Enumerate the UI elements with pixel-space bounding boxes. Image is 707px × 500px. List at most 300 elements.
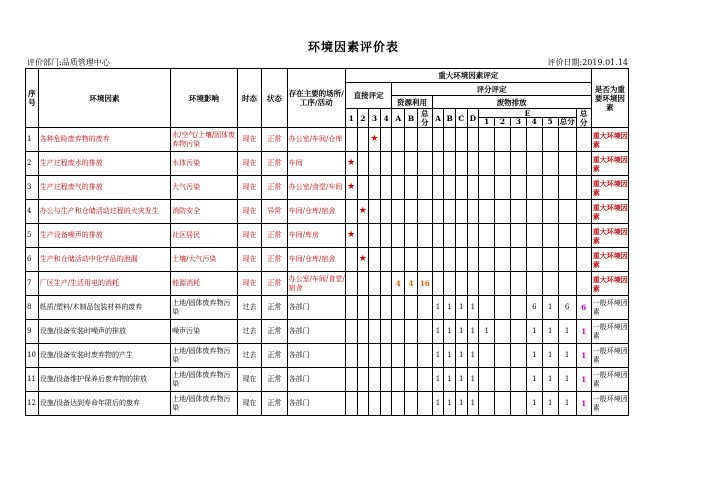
waste-a-cell: 1	[432, 296, 444, 320]
resource-total-cell	[417, 368, 432, 392]
resource-b-cell	[405, 320, 418, 344]
header-e5: 5	[543, 118, 559, 126]
table-row	[26, 296, 629, 320]
waste-b-cell	[444, 248, 456, 272]
location-cell: 车间	[287, 152, 345, 176]
waste-a-cell	[432, 200, 444, 224]
tense-cell: 现在	[237, 272, 261, 296]
header-is-major: 是否为重要环境因素	[591, 69, 628, 128]
e-2-cell	[495, 296, 511, 320]
location-cell: 办公室/车间/仓库	[287, 128, 345, 152]
header-e1: 1	[479, 118, 495, 126]
e-2-cell	[495, 152, 511, 176]
location-cell: 车间/库房	[287, 224, 345, 248]
direct-3-cell	[369, 272, 381, 296]
waste-a-cell: 1	[432, 368, 444, 392]
waste-c-cell	[455, 200, 467, 224]
header-e4: 4	[527, 118, 543, 126]
resource-total-cell	[417, 320, 432, 344]
waste-c-cell	[455, 176, 467, 200]
waste-d-cell: 1	[467, 368, 479, 392]
impact-cell: 能源消耗	[171, 272, 238, 296]
is-major-cell: 重大环境因素	[591, 248, 628, 272]
direct-1-cell	[345, 320, 357, 344]
is-major-cell: 重大环境因素	[591, 152, 628, 176]
seq-cell: 5	[26, 224, 39, 248]
e-3-cell	[510, 368, 526, 392]
factor-cell: 生产过程废气的排放	[38, 176, 170, 200]
e-total-cell	[558, 176, 576, 200]
factor-cell: 生产过程废水的排放	[38, 152, 170, 176]
factor-cell: 设施/设备安装时废弃物的产生	[38, 344, 170, 368]
e-5-cell	[542, 272, 558, 296]
e-4-cell	[526, 176, 542, 200]
waste-d-cell: 1	[467, 296, 479, 320]
e-4-cell: 1	[526, 392, 542, 416]
seq-cell: 11	[26, 368, 39, 392]
direct-3-cell	[369, 368, 381, 392]
header-rtotal: 总分	[417, 109, 432, 128]
is-major-cell: 重大环境因素	[591, 128, 628, 152]
table-row	[26, 344, 629, 368]
factor-cell: 各种危险废弃物的废弃	[38, 128, 170, 152]
waste-c-cell: 1	[455, 392, 467, 416]
e-1-cell	[479, 224, 495, 248]
direct-2-cell	[357, 344, 369, 368]
direct-1-cell: ★	[345, 152, 357, 176]
e-1-cell	[479, 272, 495, 296]
e-4-cell	[526, 224, 542, 248]
seq-cell: 12	[26, 392, 39, 416]
waste-a-cell: 1	[432, 320, 444, 344]
header-ra: A	[392, 109, 405, 128]
evaluation-date: 评价日期:2019.01.14	[547, 58, 628, 67]
seq-cell: 8	[26, 296, 39, 320]
waste-a-cell	[432, 248, 444, 272]
e-5-cell: 1	[542, 392, 558, 416]
state-cell: 正常	[262, 368, 287, 392]
state-cell: 正常	[262, 320, 287, 344]
waste-d-cell	[467, 248, 479, 272]
factor-cell: 设施/设备安装时噪声的排放	[38, 320, 170, 344]
header-e2: 2	[495, 118, 511, 126]
e-4-cell: 1	[526, 344, 542, 368]
resource-total-cell	[417, 200, 432, 224]
e-5-cell	[542, 248, 558, 272]
header-resource: 资源利用	[392, 96, 432, 109]
impact-cell: 土地/固体废弃物污染	[171, 392, 238, 416]
waste-d-cell	[467, 200, 479, 224]
is-major-cell: 一般环境因素	[591, 344, 628, 368]
e-2-cell	[495, 392, 511, 416]
resource-a-cell	[392, 344, 405, 368]
total-cell	[576, 224, 591, 248]
waste-b-cell: 1	[444, 320, 456, 344]
e-4-cell: 6	[526, 296, 542, 320]
e-5-cell	[542, 200, 558, 224]
e-1-cell	[479, 176, 495, 200]
resource-b-cell	[405, 344, 418, 368]
e-4-cell	[526, 200, 542, 224]
direct-3-cell: ★	[369, 128, 381, 152]
state-cell: 正常	[262, 128, 287, 152]
header-e: E	[479, 110, 575, 118]
header-major-eval: 重大环境因素评定	[345, 69, 591, 83]
e-2-cell	[495, 272, 511, 296]
waste-a-cell	[432, 176, 444, 200]
resource-total-cell: 16	[417, 272, 432, 296]
e-1-cell: 1	[479, 320, 495, 344]
waste-c-cell	[455, 272, 467, 296]
direct-4-cell	[380, 200, 392, 224]
waste-a-cell	[432, 152, 444, 176]
direct-2-cell	[357, 320, 369, 344]
location-cell: 车间/仓库/宿舍	[287, 200, 345, 224]
resource-a-cell	[392, 176, 405, 200]
e-total-cell: 1	[558, 344, 576, 368]
seq-cell: 1	[26, 128, 39, 152]
is-major-cell: 重大环境因素	[591, 176, 628, 200]
e-2-cell	[495, 320, 511, 344]
header-direct: 直接评定	[345, 83, 392, 109]
page-title: 环境因素评价表	[307, 40, 399, 54]
waste-a-cell	[432, 224, 444, 248]
direct-1-cell	[345, 368, 357, 392]
direct-4-cell	[380, 344, 392, 368]
header-d2: 2	[357, 109, 369, 128]
e-3-cell	[510, 224, 526, 248]
direct-3-cell	[369, 176, 381, 200]
total-cell	[576, 128, 591, 152]
e-4-cell: 1	[526, 368, 542, 392]
e-2-cell	[495, 200, 511, 224]
waste-c-cell	[455, 152, 467, 176]
waste-c-cell	[455, 248, 467, 272]
tense-cell: 现在	[237, 368, 261, 392]
header-tense: 时态	[237, 69, 261, 128]
e-5-cell: 1	[542, 296, 558, 320]
total-cell	[576, 152, 591, 176]
waste-b-cell: 1	[444, 344, 456, 368]
waste-b-cell: 1	[444, 368, 456, 392]
direct-2-cell: ★	[357, 200, 369, 224]
factor-cell: 生产和仓储活动中化学品的泄漏	[38, 248, 170, 272]
state-cell: 正常	[262, 296, 287, 320]
resource-total-cell	[417, 128, 432, 152]
e-2-cell	[495, 344, 511, 368]
waste-d-cell	[467, 224, 479, 248]
total-cell	[576, 272, 591, 296]
e-1-cell	[479, 392, 495, 416]
direct-3-cell	[369, 296, 381, 320]
impact-cell: 水/空气/土壤/固体废弃物污染	[171, 128, 238, 152]
tense-cell: 现在	[237, 176, 261, 200]
e-3-cell	[510, 272, 526, 296]
location-cell: 各部门	[287, 296, 345, 320]
e-3-cell	[510, 392, 526, 416]
location-cell: 办公室/食堂/车间	[287, 176, 345, 200]
resource-a-cell	[392, 320, 405, 344]
header-waste: 废物排放	[432, 96, 591, 109]
e-2-cell	[495, 248, 511, 272]
total-cell: 1	[576, 320, 591, 344]
waste-b-cell	[444, 176, 456, 200]
tense-cell: 过去	[237, 320, 261, 344]
e-4-cell	[526, 128, 542, 152]
waste-c-cell: 1	[455, 368, 467, 392]
table-row	[26, 176, 629, 200]
direct-4-cell	[380, 176, 392, 200]
e-3-cell	[510, 200, 526, 224]
e-2-cell	[495, 128, 511, 152]
state-cell: 异常	[262, 200, 287, 224]
waste-b-cell: 1	[444, 296, 456, 320]
header-e-group	[479, 109, 576, 128]
resource-b-cell	[405, 368, 418, 392]
e-2-cell	[495, 176, 511, 200]
location-cell: 各部门	[287, 368, 345, 392]
e-3-cell	[510, 320, 526, 344]
seq-cell: 7	[26, 272, 39, 296]
direct-2-cell	[357, 296, 369, 320]
direct-1-cell	[345, 128, 357, 152]
is-major-cell: 一般环境因素	[591, 368, 628, 392]
e-total-cell: 1	[558, 320, 576, 344]
header-rb: B	[405, 109, 418, 128]
e-1-cell	[479, 344, 495, 368]
resource-a-cell	[392, 152, 405, 176]
waste-b-cell	[444, 272, 456, 296]
e-1-cell	[479, 200, 495, 224]
table-row	[26, 248, 629, 272]
e-1-cell	[479, 152, 495, 176]
header-wa: A	[432, 109, 444, 128]
total-cell: 1	[576, 344, 591, 368]
state-cell: 正常	[262, 344, 287, 368]
direct-1-cell	[345, 248, 357, 272]
state-cell: 正常	[262, 176, 287, 200]
location-cell: 各部门	[287, 344, 345, 368]
tense-cell: 过去	[237, 344, 261, 368]
e-2-cell	[495, 224, 511, 248]
e-4-cell	[526, 152, 542, 176]
impact-cell: 土地/固体废弃物污染	[171, 296, 238, 320]
direct-2-cell: ★	[357, 248, 369, 272]
resource-b-cell	[405, 248, 418, 272]
state-cell: 正常	[262, 152, 287, 176]
resource-a-cell	[392, 200, 405, 224]
waste-d-cell	[467, 152, 479, 176]
waste-d-cell	[467, 272, 479, 296]
table-row	[26, 152, 629, 176]
e-total-cell: 1	[558, 368, 576, 392]
resource-b-cell	[405, 200, 418, 224]
resource-b-cell	[405, 128, 418, 152]
direct-1-cell	[345, 392, 357, 416]
resource-b-cell	[405, 176, 418, 200]
direct-4-cell	[380, 272, 392, 296]
e-1-cell	[479, 128, 495, 152]
tense-cell: 现在	[237, 128, 261, 152]
resource-total-cell	[417, 248, 432, 272]
resource-total-cell	[417, 392, 432, 416]
resource-a-cell	[392, 128, 405, 152]
table-row	[26, 128, 629, 152]
e-2-cell	[495, 368, 511, 392]
location-cell: 办公室/车间/食堂/宿舍	[287, 272, 345, 296]
tense-cell: 过去	[237, 296, 261, 320]
direct-2-cell	[357, 272, 369, 296]
header-wb: B	[444, 109, 456, 128]
direct-4-cell	[380, 368, 392, 392]
impact-cell: 土地/固体废弃物污染	[171, 344, 238, 368]
impact-cell: 消防安全	[171, 200, 238, 224]
impact-cell: 噪声污染	[171, 320, 238, 344]
direct-3-cell	[369, 152, 381, 176]
resource-total-cell	[417, 176, 432, 200]
waste-a-cell	[432, 272, 444, 296]
header-d4: 4	[380, 109, 392, 128]
e-total-cell	[558, 224, 576, 248]
e-5-cell	[542, 152, 558, 176]
direct-4-cell	[380, 224, 392, 248]
location-cell: 车间/仓库/宿舍	[287, 248, 345, 272]
factor-cell: 生产设备噪声的排放	[38, 224, 170, 248]
waste-d-cell	[467, 128, 479, 152]
e-5-cell	[542, 176, 558, 200]
e-1-cell	[479, 248, 495, 272]
e-3-cell	[510, 128, 526, 152]
direct-4-cell	[380, 296, 392, 320]
factor-cell: 办公与生产和仓储活动过程的火灾发生	[38, 200, 170, 224]
header-d1: 1	[345, 109, 357, 128]
header-total: 总分	[576, 109, 591, 128]
e-5-cell	[542, 128, 558, 152]
e-5-cell: 1	[542, 320, 558, 344]
e-1-cell	[479, 368, 495, 392]
e-5-cell: 1	[542, 344, 558, 368]
waste-c-cell: 1	[455, 344, 467, 368]
direct-4-cell	[380, 248, 392, 272]
total-cell: 1	[576, 368, 591, 392]
e-1-cell	[479, 296, 495, 320]
e-3-cell	[510, 248, 526, 272]
resource-total-cell	[417, 152, 432, 176]
direct-3-cell	[369, 200, 381, 224]
resource-b-cell	[405, 296, 418, 320]
waste-b-cell	[444, 152, 456, 176]
total-cell	[576, 200, 591, 224]
direct-3-cell	[369, 248, 381, 272]
resource-b-cell: 4	[405, 272, 418, 296]
factor-cell: 厂区生产/生活用电的消耗	[38, 272, 170, 296]
total-cell: 6	[576, 296, 591, 320]
header-location: 存在主要的场所/工序/活动	[287, 69, 345, 128]
factor-cell: 设施/设备维护保养后废弃物的排放	[38, 368, 170, 392]
impact-cell: 社区居民	[171, 224, 238, 248]
is-major-cell: 一般环境因素	[591, 392, 628, 416]
direct-1-cell: ★	[345, 176, 357, 200]
waste-d-cell: 1	[467, 344, 479, 368]
waste-c-cell	[455, 224, 467, 248]
tense-cell: 现在	[237, 152, 261, 176]
resource-b-cell	[405, 152, 418, 176]
header-wc: C	[455, 109, 467, 128]
e-5-cell: 1	[542, 368, 558, 392]
e-total-cell	[558, 272, 576, 296]
tense-cell: 现在	[237, 392, 261, 416]
tense-cell: 现在	[237, 224, 261, 248]
header-wd: D	[467, 109, 479, 128]
e-4-cell	[526, 248, 542, 272]
impact-cell: 大气污染	[171, 176, 238, 200]
tense-cell: 现在	[237, 200, 261, 224]
location-cell: 各部门	[287, 392, 345, 416]
tense-cell: 现在	[237, 248, 261, 272]
e-3-cell	[510, 152, 526, 176]
resource-a-cell	[392, 248, 405, 272]
seq-cell: 9	[26, 320, 39, 344]
e-5-cell	[542, 224, 558, 248]
waste-a-cell: 1	[432, 392, 444, 416]
direct-2-cell	[357, 128, 369, 152]
table-row	[26, 320, 629, 344]
table-row	[26, 368, 629, 392]
seq-cell: 3	[26, 176, 39, 200]
waste-d-cell	[467, 176, 479, 200]
factor-cell: 纸质/塑料/木制品包装材料的废弃	[38, 296, 170, 320]
is-major-cell: 重大环境因素	[591, 272, 628, 296]
header-impact: 环境影响	[171, 69, 238, 128]
e-4-cell: 1	[526, 320, 542, 344]
seq-cell: 4	[26, 200, 39, 224]
direct-3-cell	[369, 344, 381, 368]
resource-total-cell	[417, 296, 432, 320]
direct-4-cell	[380, 320, 392, 344]
resource-a-cell	[392, 392, 405, 416]
e-3-cell	[510, 176, 526, 200]
direct-4-cell	[380, 152, 392, 176]
direct-1-cell: ★	[345, 224, 357, 248]
table-row	[26, 224, 629, 248]
total-cell: 1	[576, 392, 591, 416]
direct-2-cell	[357, 152, 369, 176]
impact-cell: 土壤/大气污染	[171, 248, 238, 272]
waste-d-cell: 1	[467, 392, 479, 416]
direct-3-cell	[369, 320, 381, 344]
seq-cell: 2	[26, 152, 39, 176]
header-e3: 3	[511, 118, 527, 126]
waste-c-cell	[455, 128, 467, 152]
impact-cell: 土地/固体废弃物污染	[171, 368, 238, 392]
direct-1-cell	[345, 344, 357, 368]
e-total-cell	[558, 248, 576, 272]
waste-b-cell: 1	[444, 392, 456, 416]
e-4-cell	[526, 272, 542, 296]
waste-c-cell: 1	[455, 320, 467, 344]
resource-a-cell	[392, 224, 405, 248]
is-major-cell: 一般环境因素	[591, 320, 628, 344]
e-total-cell: 6	[558, 296, 576, 320]
direct-3-cell	[369, 224, 381, 248]
direct-2-cell	[357, 176, 369, 200]
header-score-eval: 评分评定	[392, 83, 591, 96]
evaluation-table	[25, 68, 629, 416]
header-etotal: 总分	[559, 117, 575, 126]
e-total-cell	[558, 200, 576, 224]
state-cell: 正常	[262, 224, 287, 248]
location-cell: 各部门	[287, 320, 345, 344]
